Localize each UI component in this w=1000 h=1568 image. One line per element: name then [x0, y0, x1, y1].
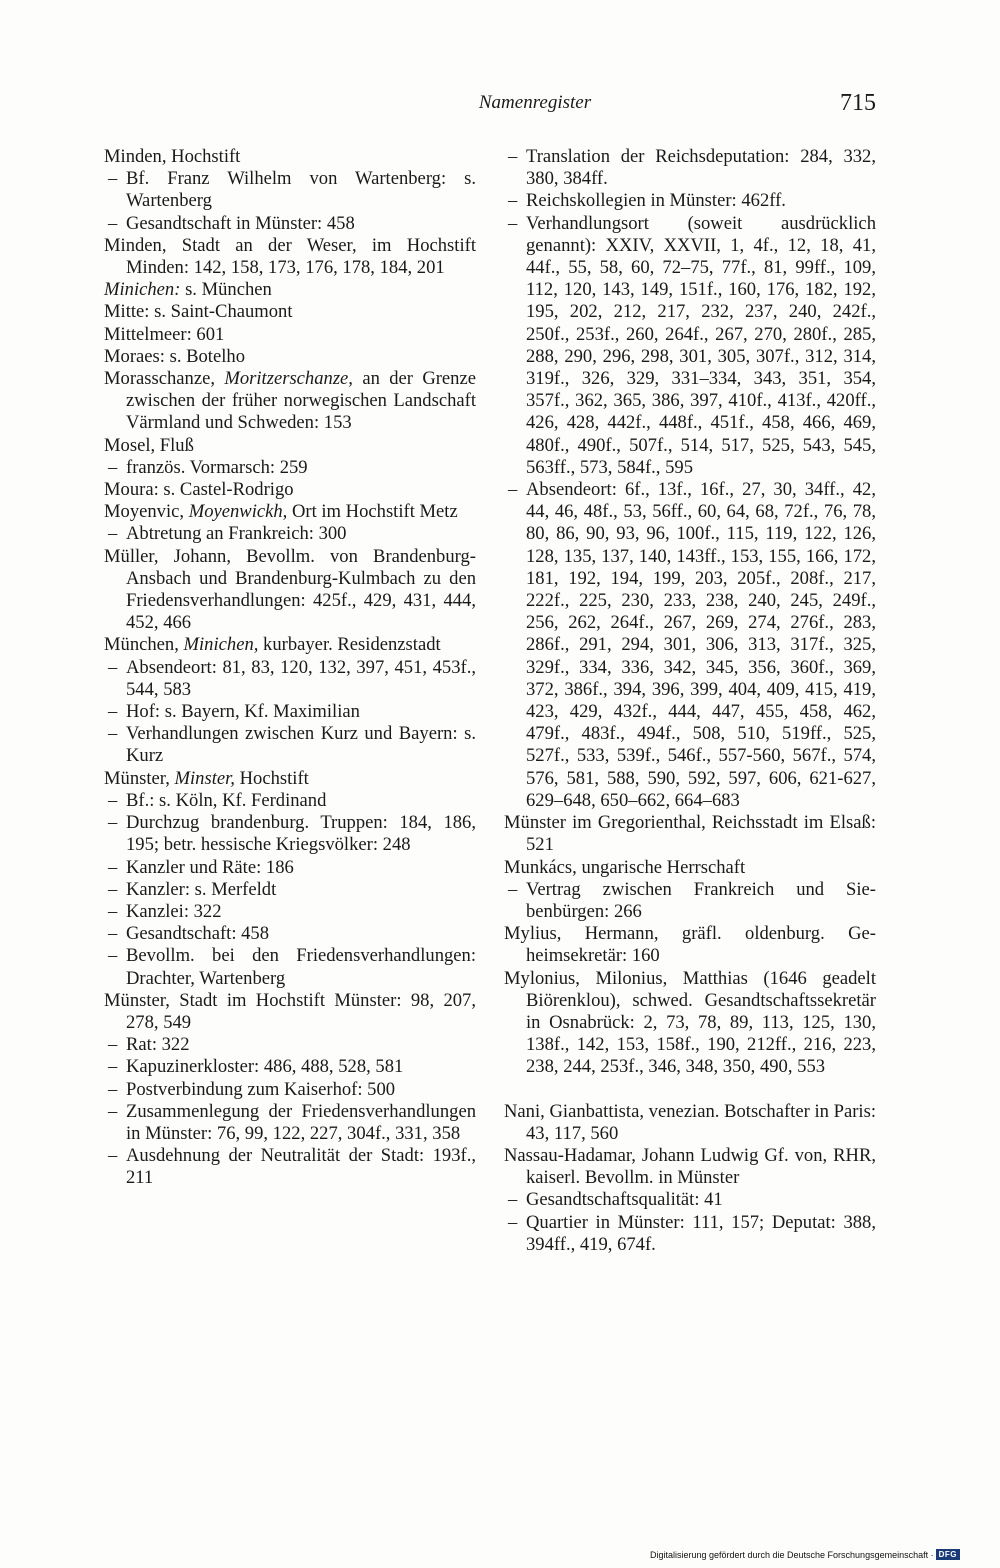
index-subentry: – Verhandlungsort (soweit ausdrücklich genannt): XXIV, XXVII, 1, 4f., 12, 18, 41, 44f., 55, 58, 60, 72–75, 77f., 81, 99ff., 109, 112, 120, 143, 149, 151f., 160, 176, 182, 192, 195, 202, 212, 217, 232, 237, 240, 242f., 250f., 253f., 260, 264f., 267, 270, 280f., 285, 288, 290, 296, 298, 301, 305, 307f., 312, 314, 319f., 326, 329, 331–334, 343, 351, 354, 357f., 362, 365, 386, 397, 410f., 413f., 420ff., 426, 428, 442f., 448f., 451f., 458, 466, 469, 480f., 490f., 507f., 514, 517, 525, 543, 545, 563ff., 573, 584f., 595 [504, 213, 876, 479]
index-subentry: – Gesandtschaft in Münster: 458 [104, 213, 476, 235]
index-entry: Minden, Stadt an der Weser, im Hochstift Minden: 142, 158, 173, 176, 178, 184, 201 [104, 234, 476, 279]
index-entry: Moraes: s. Botelho [104, 345, 245, 367]
index-entry: Münster, Stadt im Hochstift Münster: 98, 207, 278, 549 [104, 989, 476, 1033]
dfg-logo: DFG [936, 1549, 960, 1560]
index-subentry: – Gesandtschaft: 458 [104, 923, 476, 945]
index-entry: Mylius, Hermann, gräfl. oldenburg. Geheimsekretär: 160 [504, 923, 876, 967]
index-subentry: – Bevollm. bei den Friedensverhandlungen: Drachter, Wartenberg [104, 945, 476, 989]
index-subentry: – Kanzlei: 322 [104, 901, 476, 923]
index-entry: Minichen: s. München [104, 279, 272, 301]
index-entry: Munkács, ungarische Herrschaft [504, 856, 746, 878]
index-subentry: – französ. Vormarsch: 259 [104, 457, 476, 479]
left-column [104, 146, 476, 1190]
index-entry: Mitte: s. Saint-Chaumont [104, 301, 293, 323]
index-entry: Münster, Minster, Hochstift [104, 767, 309, 789]
index-subentry: – Quartier in Münster: 111, 157; Deputat: 388, 394ff., 419, 674f. [504, 1212, 876, 1256]
index-entry: Mittelmeer: 601 [104, 323, 225, 345]
index-subentry: – Verhandlungen zwischen Kurz und Bayern: s. Kurz [104, 723, 476, 767]
index-entry: Morasschanze, Moritzerschanze, an der Grenze zwischen der früher norwegischen Landschaft Värmland und Schweden: 153 [104, 368, 476, 434]
index-subentry: – Vertrag zwischen Frankreich und Siebenbürgen: 266 [504, 879, 876, 923]
index-entry: Nani, Gianbattista, venezian. Botschafter in Paris: 43, 117, 560 [504, 1100, 876, 1144]
index-entry: Mosel, Fluß [104, 434, 194, 456]
index-subentry: – Kapuzinerkloster: 486, 488, 528, 581 [104, 1056, 476, 1078]
page-number: 715 [840, 90, 876, 116]
index-subentry: – Abtretung an Frankreich: 300 [104, 523, 476, 545]
index-subentry: – Hof: s. Bayern, Kf. Maximilian [104, 701, 476, 723]
index-entry: Müller, Johann, Bevollm. von Brandenburg-Ansbach und Brandenburg-Kulmbach zu den Friedensverhandlungen: 425f., 429, 431, 444, 452, 466 [104, 545, 476, 634]
index-entry: Minden, Hochstift [104, 146, 241, 167]
index-entry: München, Minichen, kurbayer. Residenzstadt [104, 634, 441, 656]
index-subentry: – Rat: 322 [104, 1034, 476, 1056]
index-subentry: – Kanzler und Räte: 186 [104, 857, 476, 879]
digitization-credit [650, 1549, 960, 1560]
right-column [504, 146, 876, 1256]
index-entry: Nassau-Hadamar, Johann Ludwig Gf. von, RHR, kaiserl. Bevollm. in Münster [504, 1144, 876, 1189]
index-subentry: – Reichskollegien in Münster: 462ff. [504, 190, 876, 212]
running-title: Namenregister [478, 92, 592, 113]
index-subentry: – Bf.: s. Köln, Kf. Ferdinand [104, 790, 476, 812]
index-subentry: – Translation der Reichsdeputation: 284, 332, 380, 384ff. [504, 146, 876, 190]
section-gap [504, 1079, 876, 1101]
index-subentry: – Ausdehnung der Neutralität der Stadt: 193f., 211 [104, 1145, 476, 1189]
index-subentry: – Bf. Franz Wilhelm von Wartenberg: s. Wartenberg [104, 168, 476, 212]
index-subentry: – Durchzug brandenburg. Truppen: 184, 186, 195; betr. hessische Kriegsvölker: 248 [104, 812, 476, 856]
page-header [104, 88, 876, 118]
index-subentry: – Kanzler: s. Merfeldt [104, 879, 476, 901]
index-subentry: – Postverbindung zum Kaiserhof: 500 [104, 1079, 476, 1101]
index-subentry: – Absendeort: 6f., 13f., 16f., 27, 30, 34ff., 42, 44, 46, 48f., 53, 56ff., 60, 64, 68, 72f., 76, 78, 80, 86, 90, 93, 96, 100f., 115, 119, 122, 126, 128, 135, 137, 140, 143ff., 153, 155, 166, 172, 181, 192, 194, 199, 203, 205f., 208f., 217, 222f., 225, 230, 233, 238, 240, 245, 249f., 256, 262, 264f., 267, 269, 274, 276f., 283, 286f., 291, 294, 301, 306, 313, 317f., 325, 329f., 334, 336, 342, 345, 356, 360f., 369, 372, 386f., 394, 396, 399, 404, 409, 415, 419, 423, 429, 432f., 444, 447, 455, 458, 462, 479f., 483f., 494f., 508, 510, 519ff., 525, 527f., 533, 539f., 546f., 557-560, 567f., 574, 576, 581, 588, 590, 592, 597, 606, 621-627, 629–648, 650–662, 664–683 [504, 479, 876, 812]
index-entry: Mylonius, Milonius, Matthias (1646 geadelt Biörenklou), schwed. Gesandtschaftssekretär in Osnabrück: 2, 73, 78, 89, 113, 125, 130, 138f., 142, 153, 158f., 190, 212ff., 216, 223, 238, 244, 253f., 346, 348, 350, 490, 553 [504, 967, 876, 1078]
index-subentry: – Zusammenlegung der Friedensverhandlungen in Münster: 76, 99, 122, 227, 304f., 331, 358 [104, 1101, 476, 1145]
index-entry: Moyenvic, Moyenwickh, Ort im Hochstift Metz [104, 501, 458, 523]
credit-text: Digitalisierung gefördert durch die Deutsche Forschungsgemeinschaft · [649, 1549, 934, 1560]
index-entry: Münster im Gregorienthal, Reichsstadt im Elsaß: 521 [504, 812, 876, 856]
index-subentry: – Gesandtschaftsqualität: 41 [504, 1189, 876, 1211]
index-subentry: – Absendeort: 81, 83, 120, 132, 397, 451, 453f., 544, 583 [104, 657, 476, 701]
index-entry: Moura: s. Castel-Rodrigo [104, 479, 294, 501]
